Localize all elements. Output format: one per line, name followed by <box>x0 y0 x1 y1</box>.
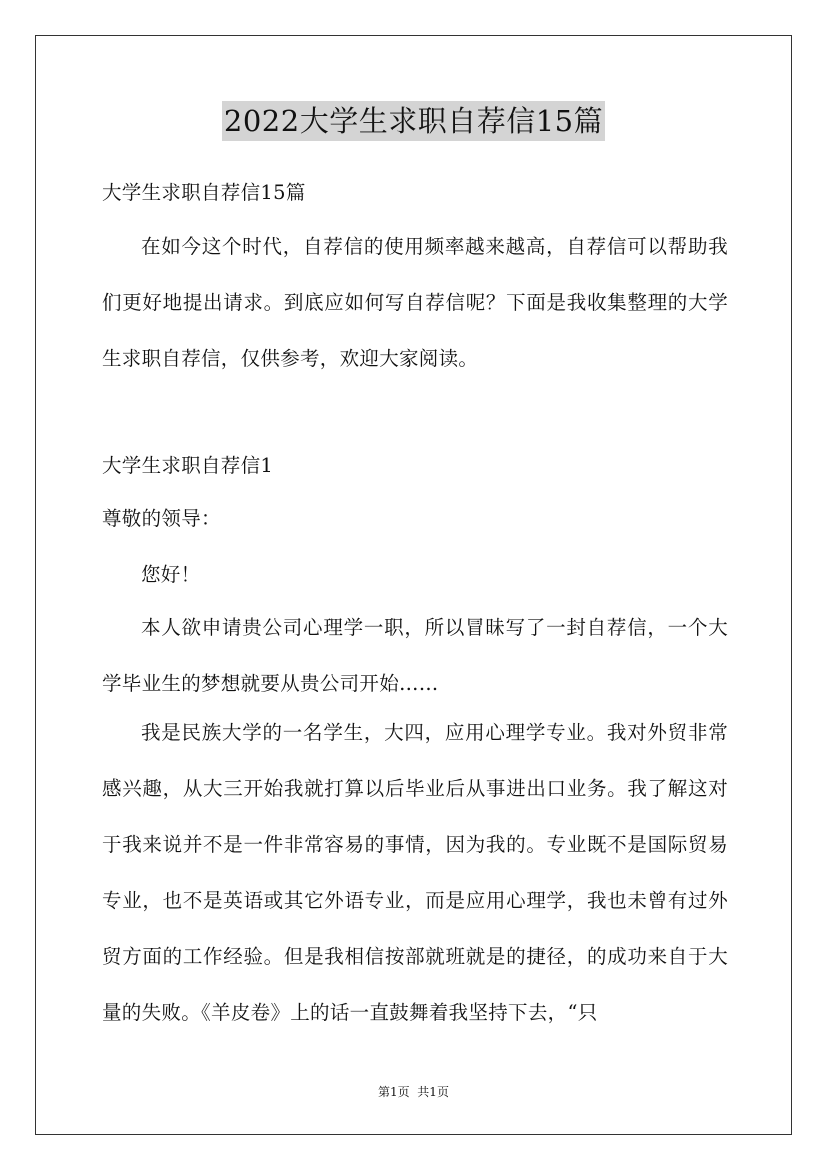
greeting: 您好！ <box>141 563 201 586</box>
salutation: 尊敬的领导： <box>102 507 221 530</box>
document-title: 2022大学生求职自荐信15篇 <box>222 101 605 141</box>
document-subtitle: 大学生求职自荐信15篇 <box>102 181 306 204</box>
page-footer: 第1页 共1页 <box>378 1085 449 1099</box>
letter-paragraph-1: 本人欲申请贵公司心理学一职，所以冒昧写了一封自荐信，一个大学毕业生的梦想就要从贵公司开始…… <box>102 616 728 695</box>
intro-paragraph: 在如今这个时代，自荐信的使用频率越来越高，自荐信可以帮助我们更好地提出请求。到底应如何写自荐信呢？下面是我收集整理的大学生求职自荐信，仅供参考，欢迎大家阅读。 <box>102 235 728 370</box>
section-heading: 大学生求职自荐信1 <box>102 454 274 477</box>
title-container <box>0 101 827 141</box>
letter-paragraph-2: 我是民族大学的一名学生，大四，应用心理学专业。我对外贸非常感兴趣，从大三开始我就打算以后毕业后从事进出口业务。我了解这对于我来说并不是一件非常容易的事情，因为我的。专业既不是国际贸易专业，也不是英语或其它外语专业，而是应用心理学，我也未曾有过外贸方面的工作经验。但是我相信按部就班就是的捷径，的成功来自于大量的失败。《羊皮卷》上的话一直鼓舞着我坚持下去，“只 <box>102 721 728 1024</box>
